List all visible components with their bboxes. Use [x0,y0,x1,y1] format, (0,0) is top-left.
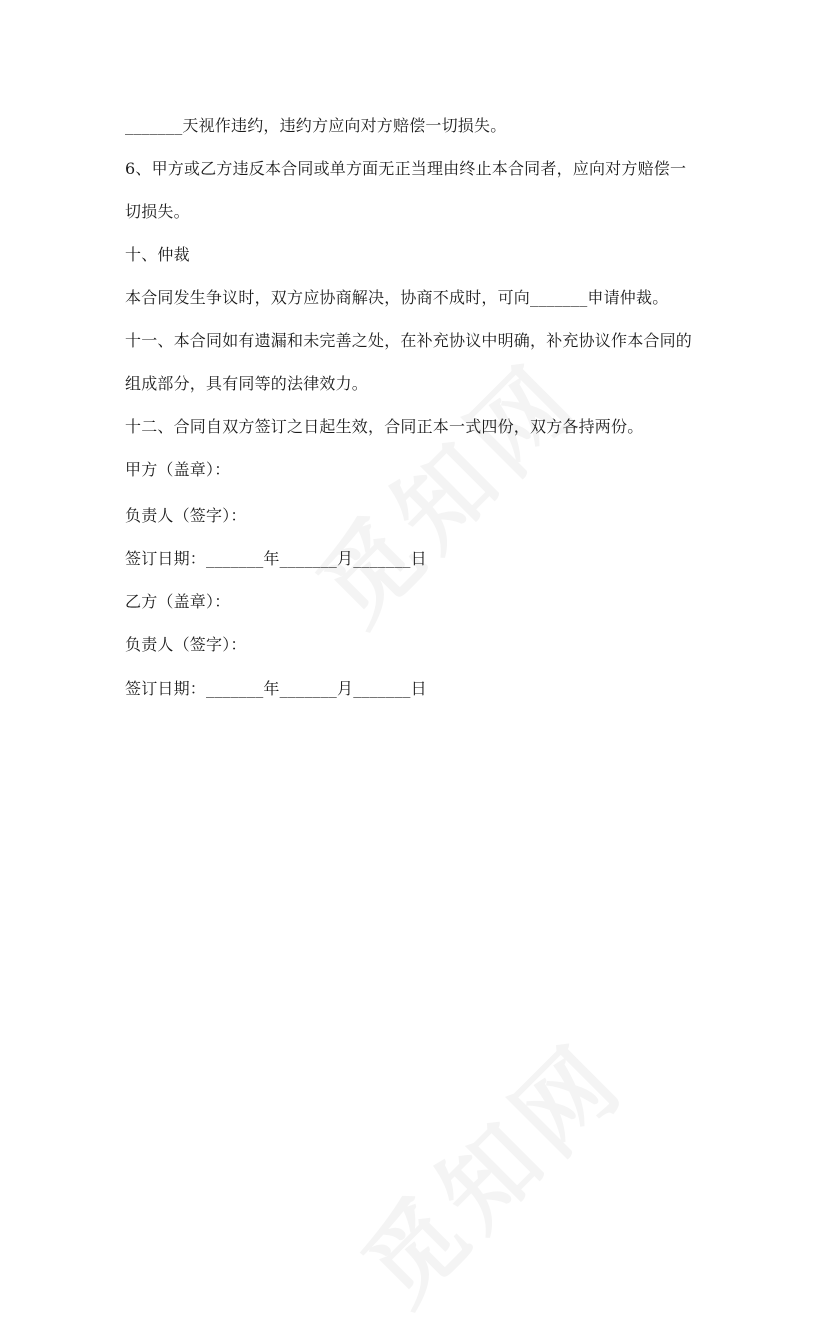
clause-12-text: 十二、合同自双方签订之日起生效，合同正本一式四份，双方各持两份。 [125,417,644,436]
party-b-signatory-label: 负责人（签字）： [125,635,247,654]
watermark-bottom [328,1008,650,1329]
party-a-sign-date: 签订日期：_______年_______月_______日 [125,549,427,568]
party-a-seal-label: 甲方（盖章）： [125,460,231,479]
clause-6-line-1: 6、甲方或乙方违反本合同或单方面无正当理由终止本合同者，应向对方赔偿一 [125,159,687,178]
party-a-signatory-label: 负责人（签字）： [125,506,247,525]
clause-11-line-1: 十一、本合同如有遗漏和未完善之处，在补充协议中明确，补充协议作本合同的 [125,331,693,350]
arbitration-text: 本合同发生争议时，双方应协商解决，协商不成时，可向_______申请仲裁。 [125,288,669,307]
section-heading-arbitration: 十、仲裁 [125,245,190,264]
party-b-sign-date: 签订日期：_______年_______月_______日 [125,679,427,698]
clause-6-line-2: 切损失。 [125,202,190,221]
clause-11-line-2: 组成部分，具有同等的法律效力。 [125,374,369,393]
party-b-seal-label: 乙方（盖章）： [125,592,231,611]
clause-text-line: _______天视作违约，违约方应向对方赔偿一切损失。 [125,116,507,135]
